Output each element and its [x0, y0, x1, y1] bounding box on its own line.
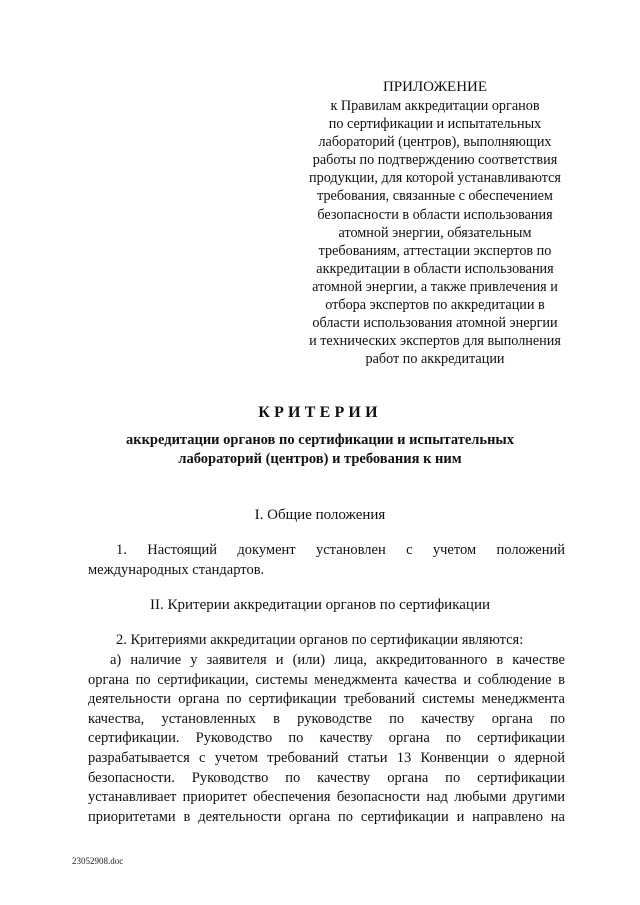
paragraph-line: 2. Критериями аккредитации органов по сертификации являются: [116, 632, 524, 648]
annex-line: работы по подтверждению соответствия [312, 152, 558, 169]
paragraph-line: органа по сертификации, системы менеджмента качества и соблюдение в [88, 671, 565, 688]
section-heading-general: I. Общие положения [254, 507, 386, 523]
paragraph-line: качества, установленных в руководстве по качеству органа по [88, 710, 565, 727]
file-name-footer: 23052908.doc [72, 856, 124, 866]
section-heading-criteria: II. Критерии аккредитации органов по сертификации [150, 597, 490, 613]
annex-line: требованиям, аттестации экспертов по [318, 242, 552, 259]
paragraph-1 [88, 541, 565, 580]
paragraph-line: приоритетами в деятельности органа по сертификации и направлено на [88, 808, 565, 825]
paragraph-line: международных стандартов. [88, 561, 265, 578]
annex-line: аккредитации в области использования [316, 260, 554, 277]
paragraph-line: разрабатывается с учетом требований статьи 13 Конвенции о ядерной [88, 749, 565, 766]
annex-line: лабораторий (центров), выполняющих [318, 134, 552, 151]
annex-line: и технических экспертов для выполнения [309, 333, 561, 350]
annex-line: отбора экспертов по аккредитации в [325, 297, 545, 314]
annex-line: требования, связанные с обеспечением [317, 188, 553, 205]
annex-line: области использования атомной энергии [312, 315, 558, 332]
annex-line: атомной энергии, а также привлечения и [312, 278, 558, 295]
annex-line: продукции, для которой устанавливаются [309, 170, 561, 187]
annex-line: по сертификации и испытательных [328, 116, 542, 133]
document-subtitle [100, 431, 540, 469]
paragraph-line: сертификации. Руководство по качеству органа по сертификации [88, 730, 565, 747]
paragraph-line: 1. Настоящий документ установлен с учетом положений [116, 542, 565, 558]
subtitle-line: лабораторий (центров) и требования к ним [178, 451, 462, 467]
paragraph-line: устанавливает приоритет обеспечения безопасности над любыми другими [88, 789, 565, 806]
annex-line: к Правилам аккредитации органов [330, 98, 540, 114]
paragraph-line: безопасности. Руководство по качеству органа по сертификации [88, 769, 565, 786]
annex-line: атомной энергии, обязательным [338, 224, 532, 241]
annex-line: безопасности в области использования [317, 206, 553, 223]
item-a [88, 651, 565, 827]
paragraph-line: а) наличие у заявителя и (или) лица, аккредитованного в качестве [110, 652, 565, 668]
subtitle-line: аккредитации органов по сертификации и испытательных [125, 432, 515, 448]
document-title: КРИТЕРИИ [258, 404, 382, 421]
paragraph-line: деятельности органа по сертификации требований системы менеджмента [88, 691, 565, 708]
annex-block [290, 78, 580, 368]
annex-line: работ по аккредитации [365, 351, 505, 368]
annex-heading: ПРИЛОЖЕНИЕ [382, 79, 488, 95]
paragraph-2 [88, 631, 565, 651]
